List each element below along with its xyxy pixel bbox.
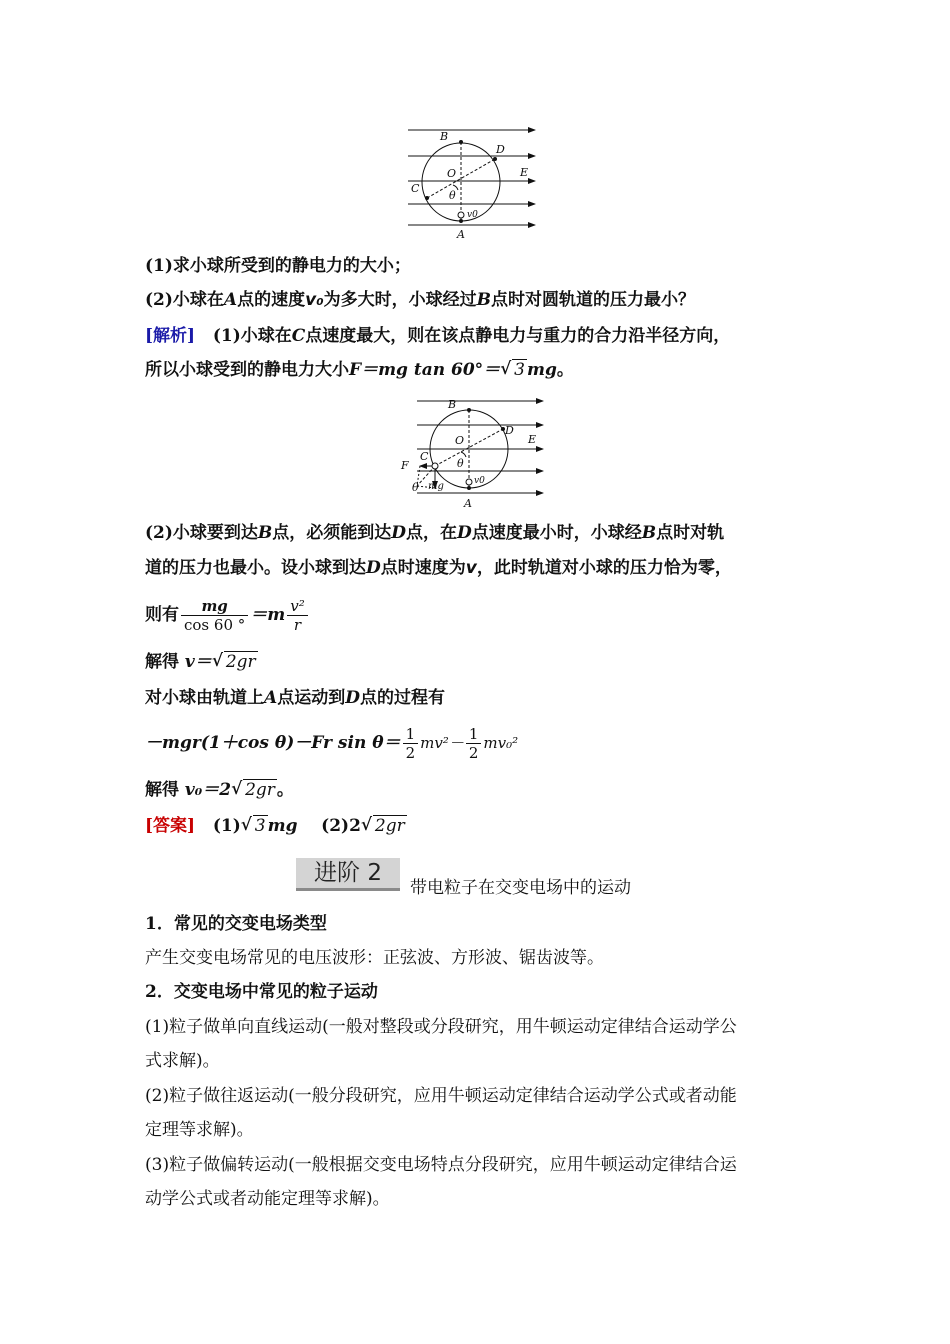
analysis-text: ，此时轨道对小球的压力恰为零， bbox=[476, 558, 732, 578]
label-O: O bbox=[455, 434, 465, 447]
denominator: r bbox=[293, 616, 302, 634]
point-d: D bbox=[345, 688, 360, 708]
label-A: A bbox=[457, 228, 465, 241]
paragraph-waveforms: 产生交变电场常见的电压波形：正弦波、方形波、锯齿波等。 bbox=[145, 948, 604, 968]
analysis-line-1 bbox=[145, 324, 815, 348]
analysis-text: 点速度最大，则在该点静电力与重力的合力沿半径方向， bbox=[305, 326, 731, 346]
label-A: A bbox=[464, 497, 472, 510]
motion-1-line-1: (1)粒子做单向直线运动(一般对整段或分段研究，用牛顿运动定律结合运动学公 bbox=[145, 1017, 737, 1037]
v0-equals: v₀＝2 bbox=[184, 780, 232, 800]
section-badge: 进阶 2 bbox=[296, 858, 400, 891]
analysis-text: 点，在 bbox=[406, 523, 458, 543]
analysis-text: 所以小球受到的静电力大小 bbox=[145, 360, 349, 380]
fraction-half bbox=[403, 725, 419, 762]
label-mg: mg bbox=[428, 481, 444, 492]
radicand: 3 bbox=[514, 360, 525, 380]
numerator: v² bbox=[287, 597, 308, 616]
point-d: D bbox=[391, 523, 407, 543]
q2-v0: v₀ bbox=[305, 290, 324, 310]
denominator: 2 bbox=[405, 744, 416, 762]
label-D: D bbox=[496, 143, 505, 156]
motion-2-line-1: (2)粒子做往返运动(一般分段研究，应用牛顿运动定律结合运动学公式或者动能 bbox=[145, 1086, 737, 1106]
kinetic-term: mv₀² bbox=[483, 734, 519, 752]
point-d: D bbox=[366, 558, 381, 578]
solution-2 bbox=[145, 778, 815, 802]
analysis-text: 对小球由轨道上 bbox=[145, 688, 264, 708]
analysis-text: 点运动到 bbox=[277, 688, 346, 708]
label-theta: θ bbox=[449, 189, 456, 202]
label-C: C bbox=[411, 182, 420, 195]
label-C: C bbox=[420, 450, 429, 463]
motion-1-line-2: 式求解)。 bbox=[145, 1051, 220, 1071]
fraction-mg-cos bbox=[181, 597, 248, 634]
heading-1: 1．常见的交变电场类型 bbox=[145, 914, 327, 934]
motion-2-line-2: 定理等求解)。 bbox=[145, 1120, 254, 1140]
question-2 bbox=[145, 288, 815, 312]
question-1: (1)求小球所受到的静电力的大小； bbox=[145, 256, 411, 276]
answer-part: (2)2 bbox=[321, 816, 361, 836]
radicand: 2gr bbox=[245, 780, 275, 800]
force-expression: F＝mg tan 60°＝ bbox=[349, 360, 501, 380]
label-F: F bbox=[401, 459, 409, 472]
analysis-tag: [解析] bbox=[145, 326, 196, 346]
mg: mg bbox=[527, 360, 557, 380]
label-B: B bbox=[448, 398, 457, 411]
equation-2 bbox=[145, 723, 815, 763]
analysis-process-line bbox=[145, 686, 815, 710]
label-B: B bbox=[440, 130, 449, 143]
q2-text: 为多大时，小球经过 bbox=[323, 290, 477, 310]
fraction-half bbox=[466, 725, 482, 762]
mg: mg bbox=[267, 816, 298, 836]
point-b: B bbox=[641, 523, 657, 543]
sqrt bbox=[500, 358, 527, 382]
kinetic-term: mv²－ bbox=[420, 734, 464, 752]
analysis-line-2 bbox=[145, 358, 815, 382]
analysis-text: 点时对轨 bbox=[656, 523, 725, 543]
heading-2: 2．交变电场中常见的粒子运动 bbox=[145, 982, 378, 1002]
label-E: E bbox=[520, 166, 529, 179]
radicand: 2gr bbox=[225, 652, 256, 672]
section-title: 带电粒子在交变电场中的运动 bbox=[410, 878, 631, 898]
point-d: D bbox=[457, 523, 472, 543]
sqrt bbox=[231, 778, 277, 802]
radicand: 2gr bbox=[374, 816, 405, 836]
analysis-text: 点，必须能到达 bbox=[272, 523, 392, 543]
point-c: C bbox=[291, 326, 306, 346]
motion-3-line-1: (3)粒子做偏转运动(一般根据交变电场特点分段研究，应用牛顿运动定律结合运 bbox=[145, 1155, 737, 1175]
label-v0: v0 bbox=[467, 210, 478, 220]
analysis-text: 道的压力也最小。设小球到达 bbox=[145, 558, 366, 578]
point-a: A bbox=[264, 688, 278, 708]
analysis-text: 则有 bbox=[145, 605, 179, 625]
denominator: cos 60 ° bbox=[184, 616, 246, 634]
point-b: B bbox=[257, 523, 273, 543]
label-theta: θ bbox=[457, 457, 464, 470]
q2-point-a: A bbox=[223, 290, 238, 310]
analysis-text: 解得 bbox=[145, 652, 179, 672]
numerator: 1 bbox=[403, 725, 419, 744]
figure-circle-track-1 bbox=[400, 122, 545, 244]
energy-left: －mgr(1＋cos θ)－Fr sin θ＝ bbox=[145, 733, 401, 753]
analysis-text: 点的过程有 bbox=[359, 688, 445, 708]
sqrt bbox=[241, 814, 268, 838]
q2-text: 点时对圆轨道的压力最小？ bbox=[491, 290, 696, 310]
label-O: O bbox=[447, 167, 457, 180]
period: 。 bbox=[276, 780, 294, 800]
sqrt bbox=[212, 650, 258, 674]
label-v0: v0 bbox=[474, 476, 485, 486]
numerator: mg bbox=[181, 597, 248, 616]
period: 。 bbox=[556, 360, 574, 380]
answer-tag: [答案] bbox=[145, 816, 196, 836]
analysis-text: (2)小球要到达 bbox=[145, 523, 258, 543]
velocity-v: v bbox=[465, 558, 477, 578]
equals-m: ＝m bbox=[250, 605, 286, 625]
numerator: 1 bbox=[466, 725, 482, 744]
answer-line bbox=[145, 814, 815, 838]
equation-1 bbox=[145, 595, 815, 635]
q2-point-b: B bbox=[476, 290, 492, 310]
denominator: 2 bbox=[468, 744, 479, 762]
analysis-text: (1)小球在 bbox=[212, 326, 292, 346]
label-theta-2: θ bbox=[412, 481, 419, 494]
label-E: E bbox=[528, 433, 537, 446]
solution-1 bbox=[145, 650, 815, 674]
analysis-part2-line-1 bbox=[145, 521, 815, 545]
motion-3-line-2: 动学公式或者动能定理等求解)。 bbox=[145, 1189, 390, 1209]
analysis-text: 解得 bbox=[145, 780, 179, 800]
figure-circle-track-2 bbox=[395, 393, 550, 515]
answer-part: (1) bbox=[212, 816, 241, 836]
analysis-part2-line-2 bbox=[145, 556, 815, 580]
q2-text: 点的速度 bbox=[237, 290, 306, 310]
q2-text: (2)小球在 bbox=[145, 290, 224, 310]
v-equals: v＝ bbox=[184, 652, 212, 672]
fraction-v2-r bbox=[287, 597, 308, 634]
radicand: 3 bbox=[254, 816, 266, 836]
analysis-text: 点时速度为 bbox=[380, 558, 466, 578]
label-D: D bbox=[505, 424, 514, 437]
analysis-text: 点速度最小时，小球经 bbox=[471, 523, 642, 543]
sqrt bbox=[361, 814, 407, 838]
